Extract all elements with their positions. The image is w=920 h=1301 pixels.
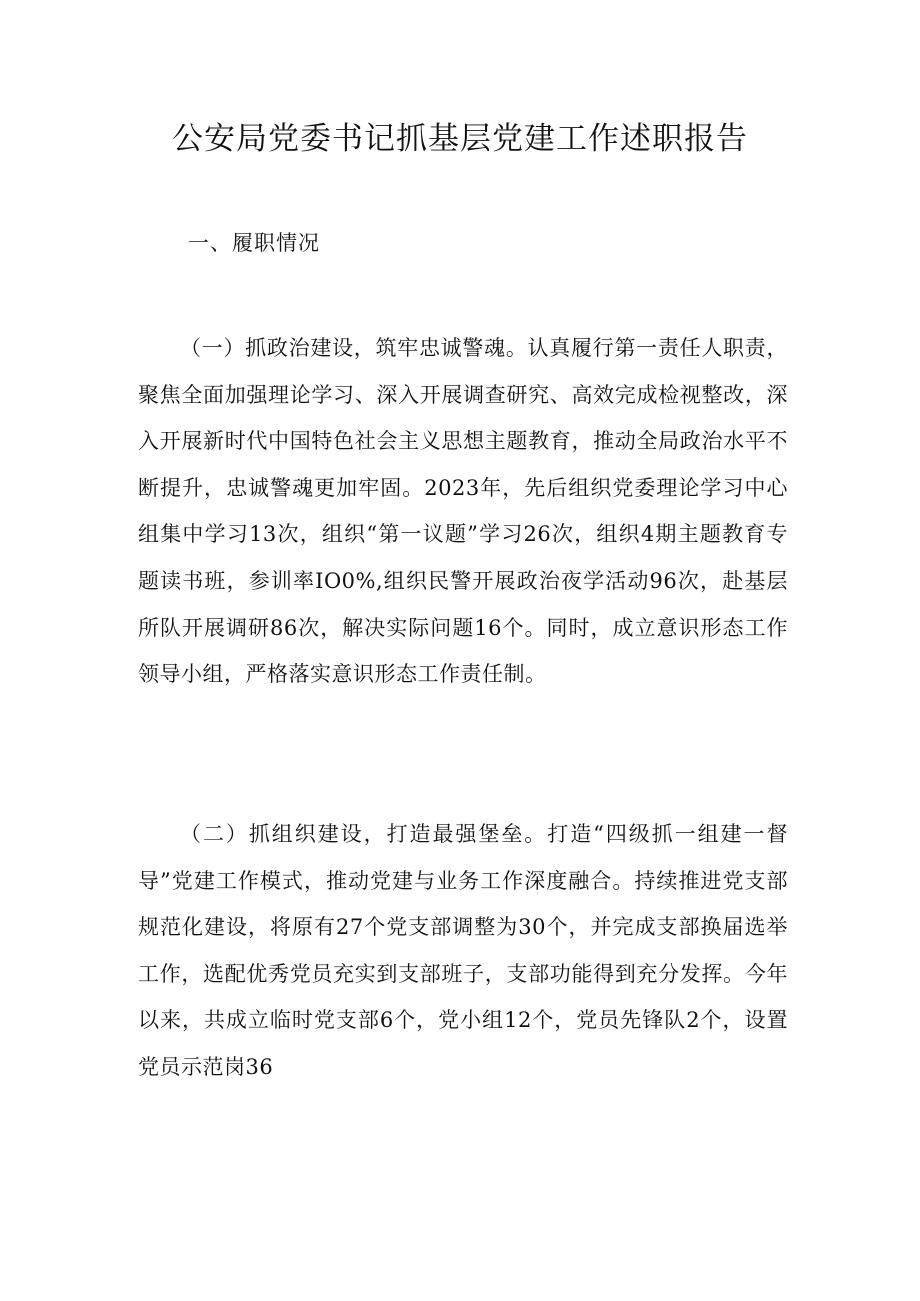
paragraph-political-building: （一）抓政治建设，筑牢忠诚警魂。认真履行第一责任人职责，聚焦全面加强理论学习、深入开展调查研究、高效完成检视整改，深入开展新时代中国特色社会主义思想主题教育，推动全局政治水平不断提升，忠诚警魂更加牢固。2023年，先后组织党委理论学习中心组集中学习13次，组织“第一议题”学习26次，组织4期主题教育专题读书班，参训率IO0%,组织民警开展政治夜学活动96次，赴基层所队开展调研86次，解决实际问题16个。同时，成立意识形态工作领导小组，严格落实意识形态工作责任制。	[138, 336, 788, 687]
document-title: 公安局党委书记抓基层党建工作述职报告	[172, 121, 748, 157]
section-heading: 一、履职情况	[188, 231, 320, 255]
paragraph-organization-building: （二）抓组织建设，打造最强堡垒。打造“四级抓一组建一督导”党建工作模式，推动党建与业务工作深度融合。持续推进党支部规范化建设，将原有27个党支部调整为30个，并完成支部换届选举工作，选配优秀党员充实到支部班子，支部功能得到充分发挥。今年以来，共成立临时党支部6个，党小组12个，党员先锋队2个，设置党员示范岗36	[138, 822, 788, 1079]
